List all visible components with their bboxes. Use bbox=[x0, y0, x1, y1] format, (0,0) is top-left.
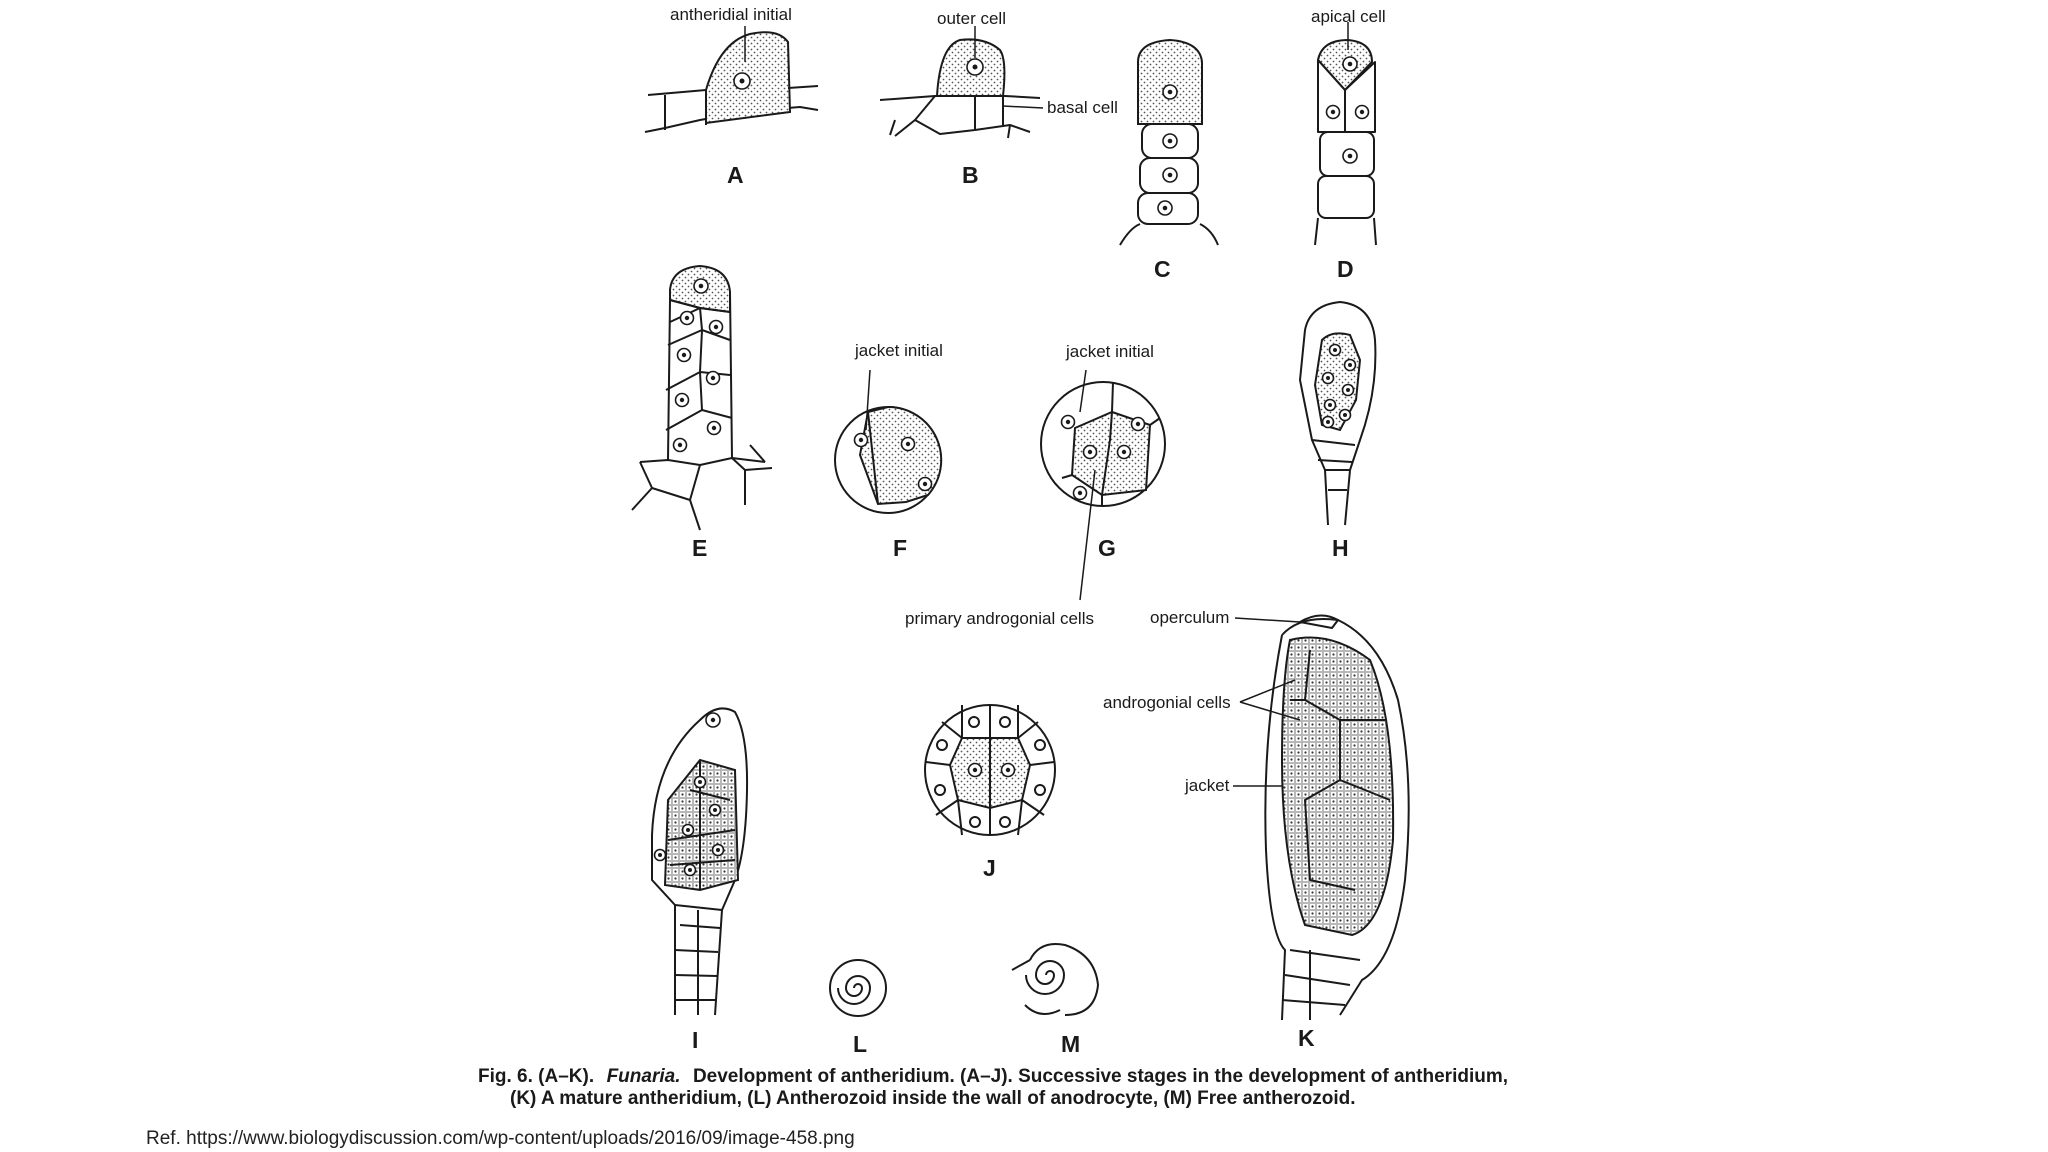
figure-caption bbox=[478, 1066, 1508, 1109]
label-jacket-initial-g: jacket initial bbox=[1066, 342, 1154, 361]
caption-line-2: (K) A mature antheridium, (L) Antherozoid inside the wall of anodrocyte, (M) Free antherozoid. bbox=[510, 1088, 1356, 1109]
label-androgonial-cells: androgonial cells bbox=[1103, 693, 1231, 712]
stage-g-diagram bbox=[905, 342, 1165, 628]
figure-letter-j: J bbox=[983, 855, 996, 881]
label-outer-cell: outer cell bbox=[937, 9, 1006, 28]
stage-f-diagram bbox=[835, 341, 943, 561]
figure-letter-c: C bbox=[1154, 256, 1171, 282]
label-primary-androgonial-cells: primary androgonial cells bbox=[905, 609, 1094, 628]
stage-b-diagram bbox=[880, 9, 1118, 188]
figure-letter-d: D bbox=[1337, 256, 1354, 282]
figure-letter-l: L bbox=[853, 1031, 868, 1057]
figure-letter-a: A bbox=[727, 162, 744, 188]
label-antheridial-initial: antheridial initial bbox=[670, 5, 792, 24]
label-operculum: operculum bbox=[1150, 608, 1230, 627]
label-basal-cell: basal cell bbox=[1047, 98, 1118, 117]
label-jacket: jacket bbox=[1185, 776, 1230, 795]
stage-j-diagram bbox=[925, 705, 1055, 881]
figure-letter-i: I bbox=[692, 1027, 699, 1053]
stage-d-diagram bbox=[1311, 7, 1386, 282]
caption-genus: Funaria. bbox=[606, 1066, 681, 1087]
figure-letter-g: G bbox=[1098, 535, 1116, 561]
caption-line-1 bbox=[478, 1066, 1508, 1087]
caption-line1-rest: Development of antheridium. (A–J). Successive stages in the development of antheridium, bbox=[692, 1066, 1509, 1087]
figure-letter-e: E bbox=[692, 535, 708, 561]
stage-e-diagram bbox=[632, 266, 772, 561]
stage-h-diagram bbox=[1300, 302, 1375, 561]
stage-a-diagram bbox=[645, 5, 818, 188]
figure-letter-h: H bbox=[1332, 535, 1349, 561]
stage-i-diagram bbox=[652, 708, 747, 1053]
stage-l-diagram bbox=[830, 960, 886, 1057]
figure-letter-f: F bbox=[893, 535, 908, 561]
reference-url: Ref. https://www.biologydiscussion.com/wp-content/uploads/2016/09/image-458.png bbox=[146, 1128, 855, 1149]
figure-letter-k: K bbox=[1298, 1025, 1315, 1051]
figure-letter-b: B bbox=[962, 162, 979, 188]
label-apical-cell: apical cell bbox=[1311, 7, 1386, 26]
label-jacket-initial-f: jacket initial bbox=[855, 341, 943, 360]
figure-letter-m: M bbox=[1061, 1031, 1081, 1057]
caption-prefix: Fig. 6. (A–K). bbox=[478, 1066, 595, 1087]
stage-k-diagram bbox=[1103, 608, 1409, 1051]
stage-c-diagram bbox=[1120, 40, 1218, 282]
stage-m-diagram bbox=[1012, 944, 1098, 1057]
